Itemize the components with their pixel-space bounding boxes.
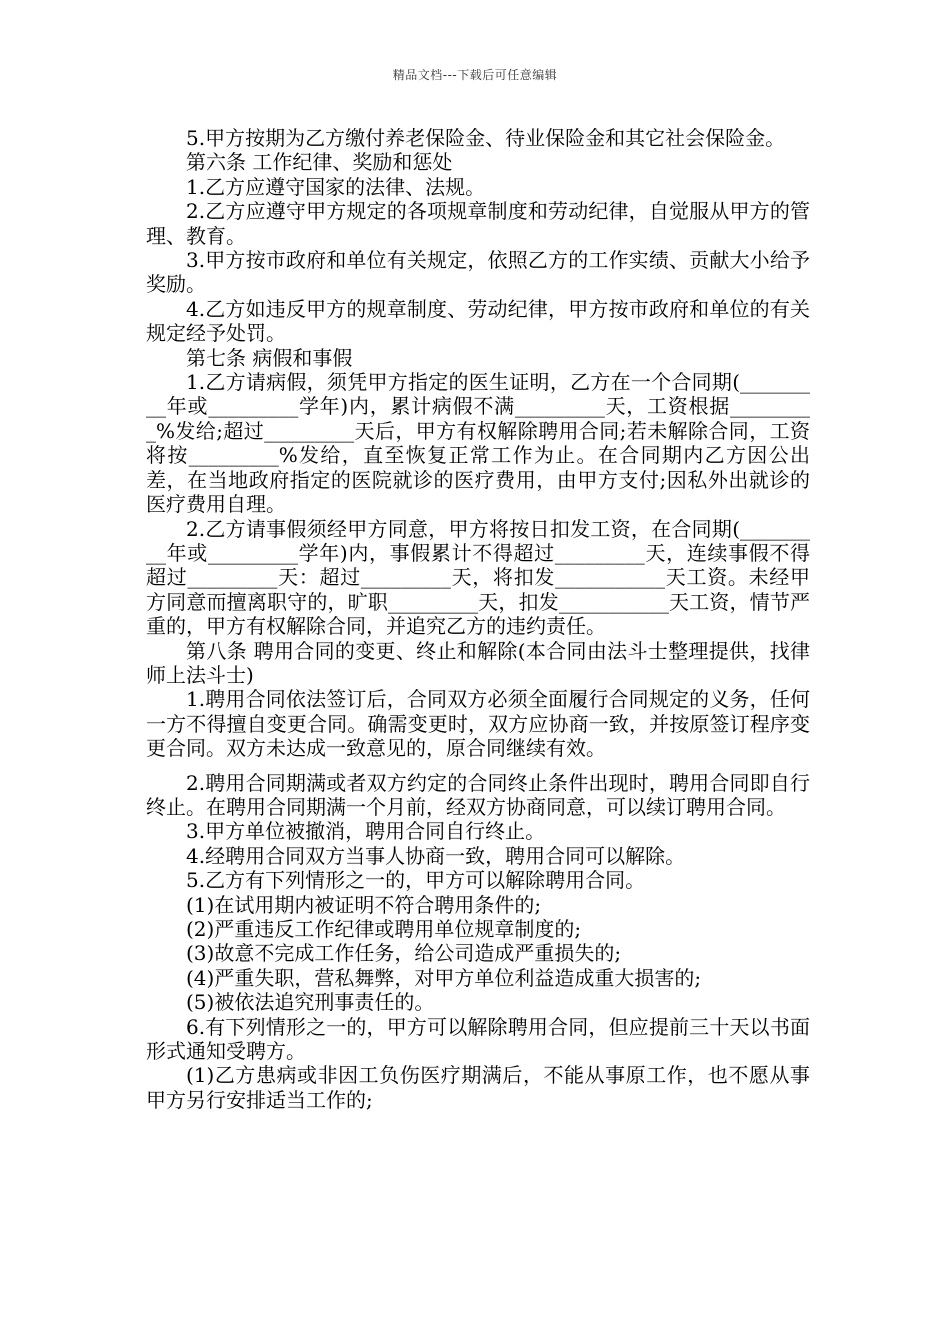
document-body [146,126,810,1112]
paragraph: 1.乙方请病假，须凭甲方指定的医生证明，乙方在一个合同期(_________年或_________学年)内，累计病假不满_________天，工资根据_________%发给;超过_________天后，甲方有权解除聘用合同;若未解除合同，工资将按_________%发给，直至恢复正常工作为止。在合同期内乙方因公出差，在当地政府指定的医院就诊的医疗费用，由甲方支付;因私外出就诊的医疗费用自理。 [146,370,810,517]
paragraph: 2.乙方应遵守甲方规定的各项规章制度和劳动纪律，自觉服从甲方的管理、教育。 [146,199,810,248]
list-item: (1)乙方患病或非因工负伤医疗期满后，不能从事原工作，也不愿从事甲方另行安排适当工作的; [146,1063,810,1112]
paragraph: 2.聘用合同期满或者双方约定的合同终止条件出现时，聘用合同即自行终止。在聘用合同期满一个月前，经双方协商同意，可以续订聘用合同。 [146,770,810,819]
page-header: 精品文档---下载后可任意编辑 [392,68,558,82]
paragraph: 5.乙方有下列情形之一的，甲方可以解除聘用合同。 [186,868,646,893]
section-heading: 第七条 病假和事假 [186,345,353,370]
paragraph: 3.甲方按市政府和单位有关规定，依照乙方的工作实绩、贡献大小给予奖励。 [146,248,810,297]
paragraph: 3.甲方单位被撤消，聘用合同自行终止。 [186,819,546,844]
paragraph: 6.有下列情形之一的，甲方可以解除聘用合同，但应提前三十天以书面形式通知受聘方。 [146,1014,810,1064]
list-item: (5)被依法追究刑事责任的。 [186,990,435,1015]
section-heading: 第八条 聘用合同的变更、终止和解除(本合同由法斗士整理提供，找律师上法斗士) [146,638,810,687]
paragraph: 5.甲方按期为乙方缴付养老保险金、待业保险金和其它社会保险金。 [186,126,786,150]
paragraph: 2.乙方请事假须经甲方同意，甲方将按日扣发工资，在合同期(_________年或_________学年)内，事假累计不得超过_________天，连续事假不得超过_________天：超过_________天，将扣发___________天工资。未经甲方同意而擅离职守的，旷职_________天，扣发___________天工资，情节严重的，甲方有权解除合同，并追究乙方的违约责任。 [146,516,810,639]
paragraph: 1.聘用合同依法签订后，合同双方必须全面履行合同规定的义务，任何一方不得擅自变更合同。确需变更时，双方应协商一致，并按原签订程序变更合同。双方未达成一致意见的，原合同继续有效。 [146,687,810,761]
list-item: (4)严重失职，营私舞弊，对甲方单位利益造成重大损害的; [186,965,702,990]
list-item: (2)严重违反工作纪律或聘用单位规章制度的; [186,917,582,941]
paragraph: 4.经聘用合同双方当事人协商一致，聘用合同可以解除。 [186,843,686,868]
paragraph: 4.乙方如违反甲方的规章制度、劳动纪律，甲方按市政府和单位的有关规定经予处罚。 [146,296,810,346]
paragraph: 1.乙方应遵守国家的法律、法规。 [186,174,486,199]
list-item: (3)故意不完成工作任务，给公司造成严重损失的; [186,941,622,966]
list-item: (1)在试用期内被证明不符合聘用条件的; [186,892,542,917]
section-heading: 第六条 工作纪律、奖励和惩处 [186,150,453,175]
